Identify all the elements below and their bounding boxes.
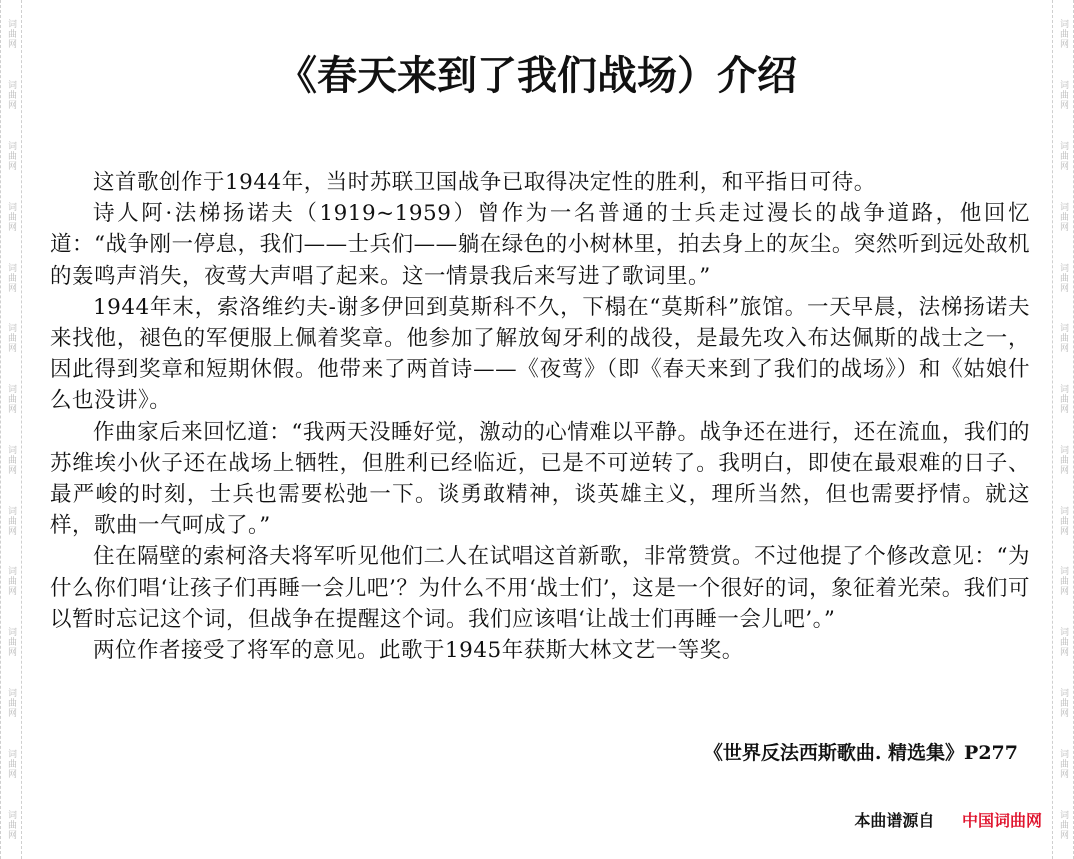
left-watermark-strip: [0, 0, 22, 859]
watermark-text: 词曲网: [1058, 80, 1068, 111]
watermark-text: 词曲网: [6, 140, 16, 171]
watermark-text: 词曲网: [1058, 201, 1068, 232]
watermark-text: 词曲网: [1058, 262, 1068, 293]
paragraph-4: 作曲家后来回忆道：“我两天没睡好觉，激动的心情难以平静。战争还在进行，还在流血，我们的苏维埃小伙子还在战场上牺牲，但胜利已经临近，已是不可逆转了。我明白，即使在最艰难的日子、最严峻的时刻，士兵也需要松弛一下。谈勇敢精神，谈英雄主义，理所当然，但也需要抒情。就这样，歌曲一气呵成了。”: [50, 419, 1030, 539]
page-title: 《春天来到了我们战场）介绍: [277, 53, 797, 99]
paragraph-2: 诗人阿·法梯扬诺夫（1919~1959）曾作为一名普通的士兵走过漫长的战争道路，他回忆道：“战争刚一停息，我们——士兵们——躺在绿色的小树林里，拍去身上的灰尘。突然听到远处敌机的轰鸣声消失，夜莺大声唱了起来。这一情景我后来写进了歌词里。”: [50, 201, 1030, 289]
watermark-text: 词曲网: [1058, 809, 1068, 840]
footer-site-link[interactable]: 中国词曲网: [961, 811, 1042, 830]
watermark-text: 词曲网: [1058, 19, 1068, 50]
watermark-text: 词曲网: [1058, 627, 1068, 658]
paragraph-3: 1944年末，索洛维约夫-谢多伊回到莫斯科不久，下榻在“莫斯科”旅馆。一天早晨，法梯扬诺夫来找他，褪色的军便服上佩着奖章。他参加了解放匈牙利的战役，是最先攻入布达佩斯的战士之一，因此得到奖章和短期休假。他带来了两首诗——《夜莺》（即《春天来到了我们的战场》）和《姑娘什么也没讲》。: [50, 294, 1030, 414]
watermark-text: 词曲网: [6, 809, 16, 840]
right-watermark-strip: [1052, 0, 1074, 859]
paragraph-6: 两位作者接受了将军的意见。此歌于1945年获斯大林文艺一等奖。: [93, 638, 744, 664]
watermark-text: 词曲网: [6, 748, 16, 779]
watermark-text: 词曲网: [6, 384, 16, 415]
footer-source-label: 本曲谱源自: [854, 811, 935, 830]
watermark-text: 词曲网: [6, 201, 16, 232]
watermark-text: 词曲网: [6, 687, 16, 718]
paragraph-1: 这首歌创作于1944年，当时苏联卫国战争已取得决定性的胜利，和平指日可待。: [93, 170, 876, 195]
watermark-text: 词曲网: [6, 323, 16, 354]
watermark-text: 词曲网: [1058, 140, 1068, 171]
article-body: [50, 167, 1030, 666]
watermark-text: 词曲网: [6, 444, 16, 475]
paragraph-5: 住在隔壁的索柯洛夫将军听见他们二人在试唱这首新歌，非常赞赏。不过他提了个修改意见：“为什么你们唱‘让孩子们再睡一会儿吧’？为什么不用‘战士们’，这是一个很好的词，象征着光荣。我们可以暂时忘记这个词，但战争在提醒这个词。我们应该唱‘让战士们再睡一会儿吧’。”: [50, 544, 1030, 632]
watermark-text: 词曲网: [1058, 687, 1068, 718]
watermark-text: 词曲网: [1058, 323, 1068, 354]
watermark-text: 词曲网: [6, 80, 16, 111]
watermark-text: 词曲网: [1058, 384, 1068, 415]
footer: [22, 808, 1042, 831]
source-citation: 《世界反法西斯歌曲. 精选集》P277: [703, 742, 1018, 764]
watermark-text: 词曲网: [1058, 748, 1068, 779]
watermark-text: 词曲网: [6, 505, 16, 536]
watermark-text: 词曲网: [1058, 505, 1068, 536]
watermark-text: 词曲网: [1058, 566, 1068, 597]
watermark-text: 词曲网: [6, 566, 16, 597]
watermark-text: 词曲网: [6, 627, 16, 658]
watermark-text: 词曲网: [6, 19, 16, 50]
watermark-text: 词曲网: [1058, 444, 1068, 475]
watermark-text: 词曲网: [6, 262, 16, 293]
